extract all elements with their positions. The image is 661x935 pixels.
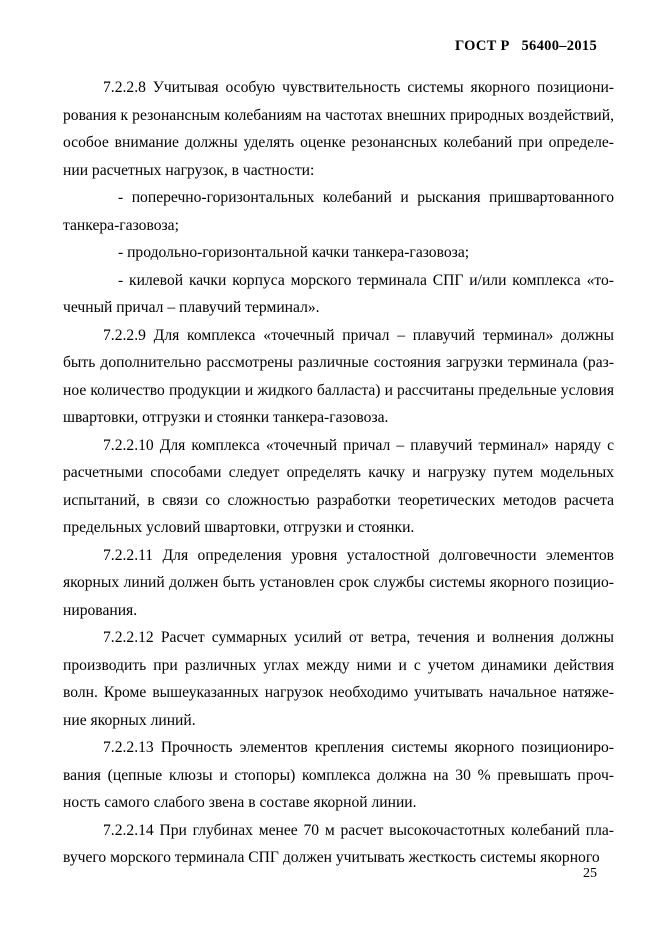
paragraph-7-2-2-9: 7.2.2.9 Для комплекса «точечный причал – плавучий терминал» должны быть дополнительно рассмотрены различные состояния загрузки терминала (разное количество продукции и жидкого балласта) и рассчитаны предельные условия швартовки, отгрузки и стоянки танкера-газовоза.: [63, 326, 614, 426]
paragraph-7-2-2-11: 7.2.2.11 Для определения уровня усталостной долговечности элементов якорных линий должен быть установлен срок службы системы якорного позиционирования.: [63, 546, 614, 619]
page-number: 25: [583, 866, 597, 881]
list-item: - продольно-горизонтальной качки танкера-газовоза;: [118, 244, 470, 261]
paragraph-7-2-2-14: 7.2.2.14 При глубинах менее 70 м расчет высокочастотных колебаний плавучего морского терминала СПГ должен учитывать жесткость системы якорного: [63, 821, 614, 866]
standard-header: ГОСТ Р 56400–2015: [454, 38, 597, 54]
paragraph-7-2-2-12: 7.2.2.12 Расчет суммарных усилий от ветра, течения и волнения должны производить при различных углах между ними и с учетом динамики действия волн. Кроме вышеуказанных нагрузок необходимо учитывать начальное натяжение якорных линий.: [63, 629, 614, 729]
document-body: [63, 74, 614, 872]
list-item: - килевой качки корпуса морского терминала СПГ и/или комплекса «точечный причал – плавучий терминал».: [63, 271, 614, 316]
list-item: - поперечно-горизонтальных колебаний и рыскания пришвартованного танкера-газовоза;: [63, 189, 614, 234]
paragraph-7-2-2-13: 7.2.2.13 Прочность элементов крепления системы якорного позиционирования (цепные клюзы и стопоры) комплекса должна на 30 % превышать прочность самого слабого звена в составе якорной линии.: [63, 739, 614, 811]
paragraph-7-2-2-8: 7.2.2.8 Учитывая особую чувствительность системы якорного позиционирования к резонансным колебаниям на частотах внешних природных воздействий, особое внимание должны уделять оценке резонансных колебаний при определении расчетных нагрузок, в частности:: [63, 79, 614, 179]
paragraph-7-2-2-10: 7.2.2.10 Для комплекса «точечный причал – плавучий терминал» наряду с расчетными способами следует определять качку и нагрузку путем модельных испытаний, в связи со сложностью разработки теоретических методов расчета предельных условий швартовки, отгрузки и стоянки.: [63, 436, 614, 536]
